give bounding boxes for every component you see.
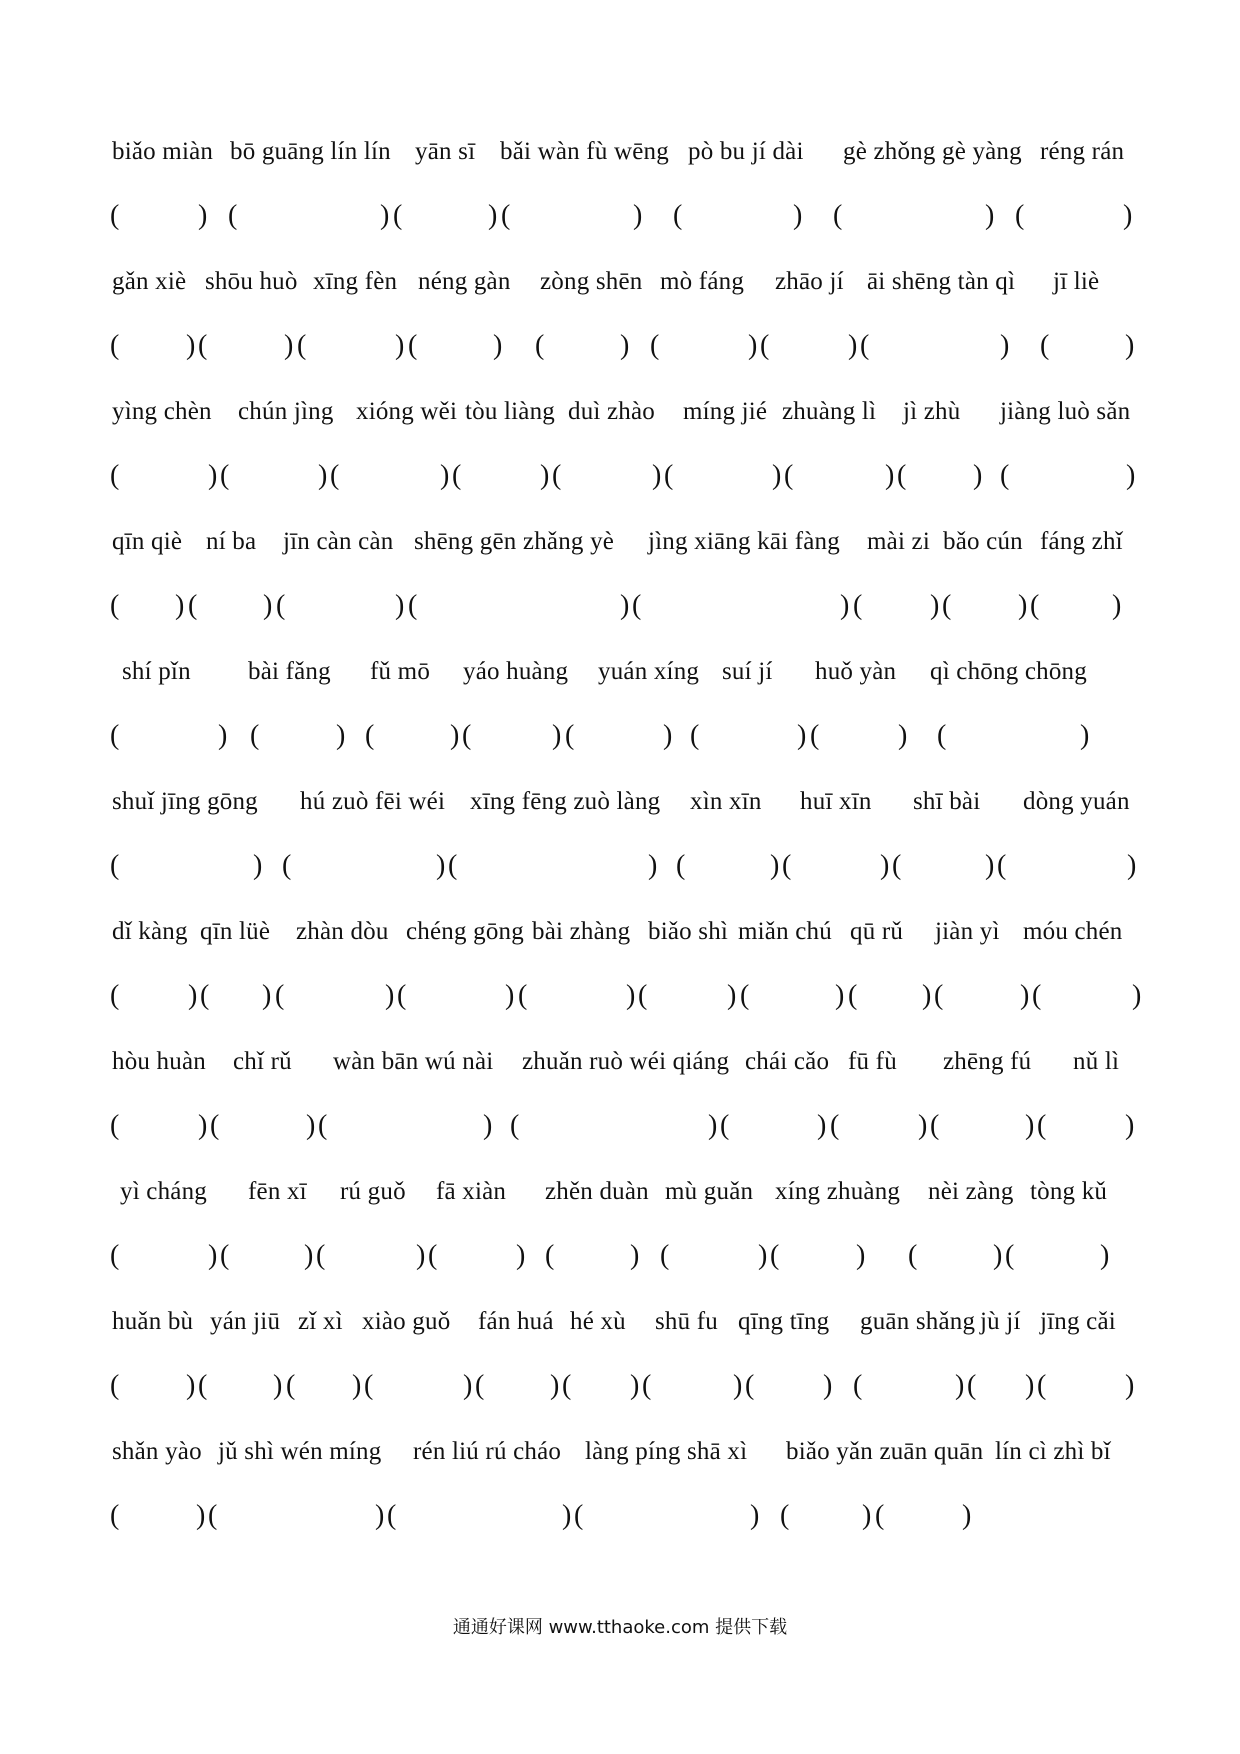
pinyin-word: yì cháng bbox=[120, 1178, 207, 1205]
pinyin-word: dòng yuán bbox=[1023, 788, 1130, 815]
pinyin-word: bǎo cún bbox=[943, 528, 1023, 555]
answer-bracket: ) bbox=[1025, 1110, 1035, 1141]
answer-bracket: ) bbox=[306, 1110, 316, 1141]
answer-bracket: ) bbox=[727, 980, 737, 1011]
answer-bracket: ) bbox=[930, 590, 940, 621]
answer-bracket: ) bbox=[856, 1240, 866, 1271]
pinyin-word: bō guāng lín lín bbox=[230, 138, 391, 165]
answer-bracket: ( bbox=[552, 460, 562, 491]
page-footer: 通通好课网 www.tthaoke.com 提供下载 bbox=[452, 1617, 788, 1638]
pinyin-word: bài fǎng bbox=[248, 658, 331, 685]
answer-bracket: ( bbox=[110, 980, 120, 1011]
pinyin-word: chún jìng bbox=[238, 398, 334, 425]
pinyin-word: fán huá bbox=[478, 1308, 554, 1335]
answer-bracket: ( bbox=[574, 1500, 584, 1531]
pinyin-word: hú zuò fēi wéi bbox=[300, 788, 446, 815]
answer-bracket: ( bbox=[860, 330, 870, 361]
answer-bracket: ( bbox=[745, 1370, 755, 1401]
answer-bracket: ) bbox=[1018, 590, 1028, 621]
pinyin-word: zhàn dòu bbox=[296, 918, 389, 945]
pinyin-word: jù jí bbox=[980, 1308, 1021, 1335]
pinyin-word: xióng wěi bbox=[356, 398, 458, 425]
answer-bracket: ) bbox=[708, 1110, 718, 1141]
pinyin-word: qīn qiè bbox=[112, 528, 183, 555]
pinyin-row-5 bbox=[0, 640, 1240, 770]
answer-bracket: ( bbox=[330, 460, 340, 491]
answer-bracket: ) bbox=[273, 1370, 283, 1401]
pinyin-word: qīn lüè bbox=[200, 918, 271, 945]
answer-bracket: ) bbox=[1112, 590, 1122, 621]
answer-bracket: ( bbox=[408, 330, 418, 361]
answer-bracket: ) bbox=[985, 850, 995, 881]
answer-bracket: ( bbox=[690, 720, 700, 751]
answer-bracket: ) bbox=[823, 1370, 833, 1401]
answer-bracket: ( bbox=[1037, 1110, 1047, 1141]
pinyin-word: bài zhàng bbox=[532, 918, 631, 945]
pinyin-word: nǔ lì bbox=[1073, 1048, 1120, 1075]
pinyin-word: zǐ xì bbox=[298, 1308, 343, 1335]
answer-bracket: ) bbox=[440, 460, 450, 491]
pinyin-word: chǐ rǔ bbox=[233, 1048, 292, 1075]
answer-bracket: ) bbox=[1125, 330, 1135, 361]
pinyin-word: shōu huò bbox=[205, 268, 298, 295]
answer-bracket: ( bbox=[200, 980, 210, 1011]
pinyin-word: jì zhù bbox=[903, 398, 961, 425]
answer-bracket: ( bbox=[937, 720, 947, 751]
answer-bracket: ( bbox=[110, 1500, 120, 1531]
pinyin-word: guān shǎng bbox=[860, 1308, 976, 1335]
answer-bracket: ( bbox=[562, 1370, 572, 1401]
answer-bracket: ( bbox=[448, 850, 458, 881]
answer-bracket: ( bbox=[365, 720, 375, 751]
pinyin-word: ní ba bbox=[206, 528, 257, 555]
answer-bracket: ) bbox=[1000, 330, 1010, 361]
pinyin-word: shū fu bbox=[655, 1308, 719, 1335]
answer-bracket: ( bbox=[545, 1240, 555, 1271]
answer-bracket: ( bbox=[997, 850, 1007, 881]
answer-bracket: ) bbox=[552, 720, 562, 751]
answer-bracket: ( bbox=[198, 330, 208, 361]
answer-bracket: ( bbox=[316, 1240, 326, 1271]
answer-bracket: ) bbox=[955, 1370, 965, 1401]
pinyin-word: dǐ kàng bbox=[112, 918, 188, 945]
answer-bracket: ) bbox=[1100, 1240, 1110, 1271]
answer-bracket: ) bbox=[793, 200, 803, 231]
answer-bracket: ( bbox=[1032, 980, 1042, 1011]
answer-bracket: ) bbox=[483, 1110, 493, 1141]
answer-bracket: ( bbox=[250, 720, 260, 751]
answer-bracket: ( bbox=[650, 330, 660, 361]
answer-bracket: ) bbox=[488, 200, 498, 231]
pinyin-word: biǎo shì bbox=[648, 918, 729, 945]
pinyin-word: miǎn chú bbox=[738, 918, 832, 945]
answer-bracket: ( bbox=[510, 1110, 520, 1141]
answer-bracket: ) bbox=[550, 1370, 560, 1401]
pinyin-word: xìn xīn bbox=[690, 788, 762, 815]
answer-bracket: ( bbox=[908, 1240, 918, 1271]
answer-bracket: ( bbox=[475, 1370, 485, 1401]
pinyin-word: suí jí bbox=[722, 658, 773, 685]
answer-bracket: ( bbox=[810, 720, 820, 751]
answer-bracket: ( bbox=[535, 330, 545, 361]
answer-bracket: ) bbox=[463, 1370, 473, 1401]
answer-bracket: ( bbox=[210, 1110, 220, 1141]
answer-bracket: ) bbox=[395, 330, 405, 361]
answer-bracket: ( bbox=[760, 330, 770, 361]
answer-bracket: ) bbox=[263, 590, 273, 621]
answer-bracket: ( bbox=[110, 200, 120, 231]
answer-bracket: ) bbox=[493, 330, 503, 361]
answer-bracket: ) bbox=[1127, 850, 1137, 881]
pinyin-word: làng píng shā xì bbox=[585, 1438, 748, 1465]
answer-bracket: ( bbox=[282, 850, 292, 881]
pinyin-word: huǎn bù bbox=[112, 1308, 194, 1335]
answer-bracket: ) bbox=[375, 1500, 385, 1531]
pinyin-word: gè zhǒng gè yàng bbox=[843, 138, 1022, 165]
answer-bracket: ( bbox=[110, 330, 120, 361]
answer-bracket: ) bbox=[630, 1370, 640, 1401]
answer-bracket: ) bbox=[208, 1240, 218, 1271]
answer-bracket: ( bbox=[393, 200, 403, 231]
pinyin-word: jìng xiāng kāi fàng bbox=[648, 528, 840, 555]
answer-bracket: ( bbox=[784, 460, 794, 491]
answer-bracket: ( bbox=[208, 1500, 218, 1531]
answer-bracket: ) bbox=[198, 1110, 208, 1141]
answer-bracket: ( bbox=[220, 1240, 230, 1271]
answer-bracket: ) bbox=[540, 460, 550, 491]
pinyin-word: xīng fèn bbox=[313, 268, 398, 295]
answer-bracket: ) bbox=[175, 590, 185, 621]
pinyin-word: xīng fēng zuò làng bbox=[470, 788, 661, 815]
answer-bracket: ( bbox=[364, 1370, 374, 1401]
answer-bracket: ) bbox=[630, 1240, 640, 1271]
answer-bracket: ) bbox=[218, 720, 228, 751]
answer-bracket: ( bbox=[782, 850, 792, 881]
pinyin-row-7 bbox=[0, 900, 1240, 1030]
answer-bracket: ( bbox=[565, 720, 575, 751]
answer-bracket: ) bbox=[620, 590, 630, 621]
answer-bracket: ( bbox=[673, 200, 683, 231]
pinyin-word: zòng shēn bbox=[540, 268, 643, 295]
answer-bracket: ) bbox=[750, 1500, 760, 1531]
answer-bracket: ( bbox=[110, 590, 120, 621]
answer-bracket: ) bbox=[817, 1110, 827, 1141]
answer-bracket: ) bbox=[835, 980, 845, 1011]
answer-bracket: ) bbox=[1132, 980, 1142, 1011]
answer-bracket: ( bbox=[853, 1370, 863, 1401]
pinyin-word: xíng zhuàng bbox=[775, 1178, 901, 1205]
pinyin-word: jīn càn càn bbox=[283, 528, 394, 555]
answer-bracket: ) bbox=[385, 980, 395, 1011]
answer-bracket: ) bbox=[516, 1240, 526, 1271]
answer-bracket: ( bbox=[642, 1370, 652, 1401]
pinyin-word: shēng gēn zhǎng yè bbox=[414, 528, 615, 555]
pinyin-word: bǎi wàn fù wēng bbox=[500, 138, 669, 165]
answer-bracket: ( bbox=[501, 200, 511, 231]
pinyin-word: fǔ mō bbox=[370, 658, 431, 685]
answer-bracket: ) bbox=[880, 850, 890, 881]
answer-bracket: ) bbox=[620, 330, 630, 361]
answer-bracket: ( bbox=[198, 1370, 208, 1401]
answer-bracket: ) bbox=[186, 330, 196, 361]
answer-bracket: ) bbox=[352, 1370, 362, 1401]
answer-bracket: ( bbox=[110, 850, 120, 881]
answer-bracket: ) bbox=[262, 980, 272, 1011]
answer-bracket: ) bbox=[436, 850, 446, 881]
answer-bracket: ( bbox=[110, 1110, 120, 1141]
answer-bracket: ) bbox=[985, 200, 995, 231]
answer-bracket: ( bbox=[1037, 1370, 1047, 1401]
pinyin-word: jī liè bbox=[1053, 268, 1100, 295]
answer-bracket: ) bbox=[922, 980, 932, 1011]
answer-bracket: ( bbox=[297, 330, 307, 361]
pinyin-word: chái cǎo bbox=[745, 1048, 830, 1075]
pinyin-row-10 bbox=[0, 1290, 1240, 1420]
pinyin-word: lín cì zhì bǐ bbox=[995, 1438, 1111, 1465]
answer-bracket: ) bbox=[918, 1110, 928, 1141]
answer-bracket: ( bbox=[397, 980, 407, 1011]
answer-bracket: ) bbox=[797, 720, 807, 751]
answer-bracket: ( bbox=[462, 720, 472, 751]
pinyin-row-4 bbox=[0, 510, 1240, 640]
answer-bracket: ) bbox=[633, 200, 643, 231]
answer-bracket: ( bbox=[676, 850, 686, 881]
answer-bracket: ) bbox=[770, 850, 780, 881]
pinyin-word: zhāo jí bbox=[775, 268, 844, 295]
answer-bracket: ) bbox=[196, 1500, 206, 1531]
pinyin-word: yìng chèn bbox=[112, 398, 212, 425]
pinyin-word: huǒ yàn bbox=[815, 658, 897, 685]
answer-bracket: ) bbox=[962, 1500, 972, 1531]
answer-bracket: ( bbox=[638, 980, 648, 1011]
pinyin-word: zhěn duàn bbox=[545, 1178, 649, 1205]
answer-bracket: ) bbox=[1125, 1110, 1135, 1141]
pinyin-word: fáng zhǐ bbox=[1040, 528, 1123, 555]
answer-bracket: ) bbox=[186, 1370, 196, 1401]
pinyin-word: shí pǐn bbox=[122, 658, 191, 685]
answer-bracket: ( bbox=[833, 200, 843, 231]
answer-bracket: ) bbox=[450, 720, 460, 751]
answer-bracket: ) bbox=[1125, 1370, 1135, 1401]
answer-bracket: ) bbox=[1123, 200, 1133, 231]
pinyin-word: jīng cǎi bbox=[1040, 1308, 1116, 1335]
pinyin-word: jiàng luò sǎn bbox=[1000, 398, 1131, 425]
pinyin-word: míng jié bbox=[683, 398, 768, 425]
answer-bracket: ) bbox=[898, 720, 908, 751]
answer-bracket: ( bbox=[664, 460, 674, 491]
answer-bracket: ( bbox=[892, 850, 902, 881]
answer-bracket: ( bbox=[848, 980, 858, 1011]
answer-bracket: ) bbox=[1025, 1370, 1035, 1401]
answer-bracket: ) bbox=[505, 980, 515, 1011]
pinyin-word: hé xù bbox=[570, 1308, 626, 1335]
answer-bracket: ) bbox=[208, 460, 218, 491]
answer-bracket: ) bbox=[626, 980, 636, 1011]
pinyin-row-1 bbox=[0, 120, 1240, 250]
answer-bracket: ) bbox=[562, 1500, 572, 1531]
answer-bracket: ) bbox=[993, 1240, 1003, 1271]
answer-bracket: ( bbox=[660, 1240, 670, 1271]
pinyin-word: tòng kǔ bbox=[1030, 1178, 1108, 1205]
answer-bracket: ( bbox=[110, 1370, 120, 1401]
answer-bracket: ) bbox=[772, 460, 782, 491]
pinyin-word: yuán xíng bbox=[598, 658, 700, 685]
answer-bracket: ) bbox=[840, 590, 850, 621]
pinyin-word: mài zi bbox=[867, 528, 930, 555]
pinyin-word: nèi zàng bbox=[928, 1178, 1014, 1205]
pinyin-word: móu chén bbox=[1023, 918, 1123, 945]
answer-bracket: ) bbox=[1126, 460, 1136, 491]
pinyin-word: hòu huàn bbox=[112, 1048, 206, 1075]
pinyin-word: yān sī bbox=[415, 138, 476, 165]
pinyin-word: rú guǒ bbox=[340, 1178, 406, 1205]
answer-bracket: ) bbox=[748, 330, 758, 361]
pinyin-row-2 bbox=[0, 250, 1240, 380]
pinyin-word: pò bu jí dài bbox=[688, 138, 804, 165]
answer-bracket: ( bbox=[1030, 590, 1040, 621]
answer-bracket: ( bbox=[188, 590, 198, 621]
answer-bracket: ) bbox=[758, 1240, 768, 1271]
pinyin-row-11 bbox=[0, 1420, 1240, 1550]
answer-bracket: ( bbox=[632, 590, 642, 621]
pinyin-row-3 bbox=[0, 380, 1240, 510]
answer-bracket: ( bbox=[110, 720, 120, 751]
answer-bracket: ( bbox=[780, 1500, 790, 1531]
pinyin-word: shī bài bbox=[913, 788, 981, 815]
answer-bracket: ) bbox=[253, 850, 263, 881]
answer-bracket: ( bbox=[934, 980, 944, 1011]
answer-bracket: ) bbox=[380, 200, 390, 231]
pinyin-word: rén liú rú cháo bbox=[413, 1438, 562, 1465]
answer-bracket: ( bbox=[1015, 200, 1025, 231]
answer-bracket: ) bbox=[973, 460, 983, 491]
pinyin-word: shǎn yào bbox=[112, 1438, 202, 1465]
answer-bracket: ( bbox=[228, 200, 238, 231]
answer-bracket: ( bbox=[408, 590, 418, 621]
answer-bracket: ) bbox=[318, 460, 328, 491]
answer-bracket: ( bbox=[220, 460, 230, 491]
answer-bracket: ( bbox=[1000, 460, 1010, 491]
pinyin-word: fā xiàn bbox=[436, 1178, 507, 1205]
pinyin-word: biǎo miàn bbox=[112, 138, 214, 165]
pinyin-word: chéng gōng bbox=[406, 918, 524, 945]
answer-bracket: ) bbox=[198, 200, 208, 231]
answer-bracket: ( bbox=[387, 1500, 397, 1531]
answer-bracket: ) bbox=[188, 980, 198, 1011]
pinyin-word: réng rán bbox=[1040, 138, 1125, 165]
answer-bracket: ( bbox=[875, 1500, 885, 1531]
answer-bracket: ) bbox=[862, 1500, 872, 1531]
pinyin-word: wàn bān wú nài bbox=[333, 1048, 494, 1075]
answer-bracket: ) bbox=[336, 720, 346, 751]
answer-bracket: ( bbox=[1040, 330, 1050, 361]
pinyin-word: duì zhào bbox=[568, 398, 655, 425]
answer-bracket: ( bbox=[452, 460, 462, 491]
pinyin-word: huī xīn bbox=[800, 788, 872, 815]
pinyin-word: qū rǔ bbox=[850, 918, 904, 945]
answer-bracket: ) bbox=[284, 330, 294, 361]
pinyin-word: shuǐ jīng gōng bbox=[112, 788, 258, 815]
pinyin-word: āi shēng tàn qì bbox=[867, 268, 1016, 295]
answer-bracket: ( bbox=[286, 1370, 296, 1401]
answer-bracket: ) bbox=[848, 330, 858, 361]
pinyin-word: zhuǎn ruò wéi qiáng bbox=[522, 1048, 730, 1075]
answer-bracket: ( bbox=[967, 1370, 977, 1401]
answer-bracket: ) bbox=[663, 720, 673, 751]
pinyin-word: gǎn xiè bbox=[112, 268, 187, 295]
answer-bracket: ( bbox=[518, 980, 528, 1011]
pinyin-row-6 bbox=[0, 770, 1240, 900]
answer-bracket: ( bbox=[428, 1240, 438, 1271]
pinyin-word: qì chōng chōng bbox=[930, 658, 1087, 685]
answer-bracket: ( bbox=[740, 980, 750, 1011]
pinyin-word: qīng tīng bbox=[738, 1308, 830, 1335]
answer-bracket: ) bbox=[652, 460, 662, 491]
pinyin-word: jiàn yì bbox=[935, 918, 1000, 945]
pinyin-word: zhuàng lì bbox=[782, 398, 877, 425]
pinyin-word: mù guǎn bbox=[665, 1178, 754, 1205]
answer-bracket: ) bbox=[1080, 720, 1090, 751]
answer-bracket: ( bbox=[830, 1110, 840, 1141]
answer-bracket: ( bbox=[897, 460, 907, 491]
answer-bracket: ) bbox=[395, 590, 405, 621]
pinyin-word: zhēng fú bbox=[943, 1048, 1032, 1075]
answer-bracket: ( bbox=[110, 460, 120, 491]
pinyin-word: jǔ shì wén míng bbox=[218, 1438, 382, 1465]
answer-bracket: ) bbox=[648, 850, 658, 881]
pinyin-word: mò fáng bbox=[660, 268, 745, 295]
answer-bracket: ( bbox=[275, 980, 285, 1011]
answer-bracket: ) bbox=[885, 460, 895, 491]
answer-bracket: ( bbox=[110, 1240, 120, 1271]
answer-bracket: ( bbox=[276, 590, 286, 621]
answer-bracket: ) bbox=[733, 1370, 743, 1401]
pinyin-row-9 bbox=[0, 1160, 1240, 1290]
pinyin-word: tòu liàng bbox=[465, 398, 555, 425]
pinyin-word: biǎo yǎn zuān quān bbox=[786, 1438, 984, 1465]
answer-bracket: ( bbox=[942, 590, 952, 621]
pinyin-word: néng gàn bbox=[418, 268, 511, 295]
answer-bracket: ( bbox=[318, 1110, 328, 1141]
pinyin-word: xiào guǒ bbox=[362, 1308, 451, 1335]
answer-bracket: ( bbox=[1005, 1240, 1015, 1271]
answer-bracket: ) bbox=[1020, 980, 1030, 1011]
pinyin-word: yáo huàng bbox=[463, 658, 569, 685]
answer-bracket: ( bbox=[720, 1110, 730, 1141]
answer-bracket: ( bbox=[770, 1240, 780, 1271]
pinyin-word: fū fù bbox=[848, 1048, 897, 1075]
pinyin-word: yán jiū bbox=[210, 1308, 281, 1335]
answer-bracket: ( bbox=[853, 590, 863, 621]
pinyin-row-8 bbox=[0, 1030, 1240, 1160]
answer-bracket: ) bbox=[416, 1240, 426, 1271]
answer-bracket: ) bbox=[304, 1240, 314, 1271]
pinyin-word: fēn xī bbox=[248, 1178, 307, 1205]
answer-bracket: ( bbox=[930, 1110, 940, 1141]
